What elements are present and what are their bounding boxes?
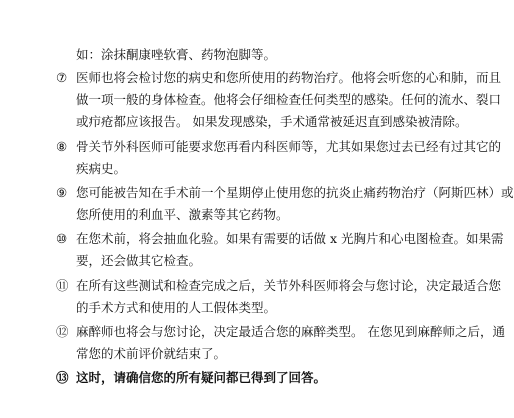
- item-text-line: 在所有这些测试和检查完成之后，关节外科医师将会与您讨论，决定最适合您: [76, 278, 502, 293]
- item-text-line: 或疖疮都应该报告。 如果发现感染，手术通常被延迟直到感染被清除。: [76, 114, 468, 129]
- item-text-line: 麻醉师也将会与您讨论，决定最适合您的麻醉类型。 在您见到麻醉师之后，通: [76, 324, 505, 339]
- item-text-line: 常您的术前评价就结束了。: [76, 346, 227, 361]
- item-text-line: 骨关节外科医师可能要求您再看内科医师等，尤其如果您过去已经有过其它的: [76, 139, 502, 154]
- item-text-line: 这时，请确信您的所有疑问都已得到了回答。: [76, 370, 327, 385]
- item-number: ⑩: [56, 231, 68, 246]
- item-number: ⑧: [56, 139, 68, 154]
- item-number: ⑦: [56, 70, 68, 85]
- item-number: ⑫: [56, 324, 69, 339]
- item-number: ⑪: [56, 278, 69, 293]
- item-number: ⑬: [56, 370, 69, 385]
- item-text-line: 的手术方式和使用的人工假体类型。: [76, 300, 277, 315]
- item-text-line: 要，还会做其它检查。: [76, 253, 202, 268]
- item-text: [76, 67, 502, 133]
- item-text: [76, 136, 502, 180]
- intro-line: 如：涂抹酮康唑软膏、药物泡脚等。: [76, 47, 277, 62]
- item-text-line: 做一项一般的身体检查。他将会仔细检查任何类型的感染。任何的流水、裂口: [76, 92, 502, 107]
- item-text-line: 您可能被告知在手术前一个星期停止使用您的抗炎止痛药物治疗（阿斯匹林）或: [76, 185, 514, 200]
- item-number: ⑨: [56, 185, 68, 200]
- item-text: [76, 228, 504, 272]
- item-text: [76, 182, 514, 226]
- item-text-line: 您所使用的利血平、激素等其它药物。: [76, 207, 289, 222]
- item-text-line: 在您术前，将会抽血化验。如果有需要的话做 x 光胸片和心电图检查。如果需: [76, 231, 504, 246]
- item-text: [76, 275, 502, 319]
- item-text: [76, 321, 505, 365]
- item-text-line: 医师也将会检讨您的病史和您所使用的药物治疗。他将会听您的心和肺，而且: [76, 70, 502, 85]
- item-text-line: 疾病史。: [76, 161, 127, 176]
- item-text: [76, 367, 456, 389]
